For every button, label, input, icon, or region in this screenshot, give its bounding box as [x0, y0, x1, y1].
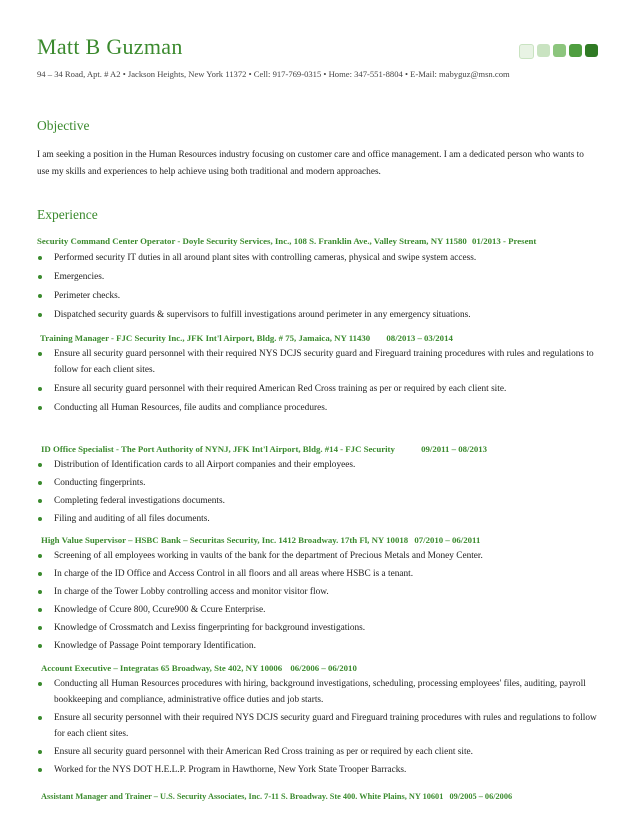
job-dates: 01/2013 - Present	[472, 236, 537, 246]
list-item: Ensure all security personnel with their required NYS DCJS security guard and Fireguard training procedures with rules and regulations to follow for each client sites.	[37, 710, 597, 742]
list-item: Worked for the NYS DOT H.E.L.P. Program in Hawthorne, New York State Trooper Barracks.	[37, 762, 597, 778]
list-item: Conducting fingerprints.	[37, 475, 597, 491]
list-item: Knowledge of Ccure 800, Ccure900 & Ccure Enterprise.	[37, 602, 597, 618]
job-title	[41, 535, 480, 545]
list-item: In charge of the Tower Lobby controlling access and monitor visitor flow.	[37, 584, 597, 600]
objective-heading: Objective	[37, 118, 90, 133]
list-item: Dispatched security guards & supervisors to fulfill investigations around perimeter in any emergency situations.	[37, 307, 597, 323]
job-title	[41, 444, 487, 454]
job-title	[41, 663, 357, 673]
square-4	[569, 44, 582, 57]
list-item: Knowledge of Passage Point temporary Identification.	[37, 638, 597, 654]
job-title	[37, 236, 536, 246]
job-bullets	[37, 346, 597, 419]
list-item: Ensure all security guard personnel with their required American Red Cross training as per or required by each client site.	[37, 381, 597, 397]
experience-heading: Experience	[37, 207, 98, 222]
objective-text: I am seeking a position in the Human Resources industry focusing on customer care and office management. I am a dedicated person who wants to use my skills and experiences to help achieve using both traditional and modern approaches.	[37, 150, 584, 177]
list-item: Performed security IT duties in all around plant sites with controlling cameras, physical and swipe system access.	[37, 250, 597, 266]
job-bullets	[37, 250, 597, 326]
job-title-text: Assistant Manager and Trainer – U.S. Security Associates, Inc. 7-11 S. Broadway. Ste 400. White Plains, NY 10601	[41, 792, 444, 801]
list-item: Conducting all Human Resources procedures with hiring, background investigations, scheduling, processing employees' files, auditing, payroll bookkeeping and compliance, administrative office duties and job starts.	[37, 676, 597, 708]
job-dates: 09/2011 – 08/2013	[421, 444, 488, 454]
list-item: Ensure all security guard personnel with their required NYS DCJS security guard and Fireguard training procedures with rules and regulations to follow for each client sites.	[37, 346, 597, 378]
list-item: Knowledge of Crossmatch and Lexiss fingerprinting for background investigations.	[37, 620, 597, 636]
square-1	[519, 44, 534, 59]
list-item: Filing and auditing of all files documents.	[37, 511, 597, 527]
list-item: In charge of the ID Office and Access Control in all floors and all areas where HSBC is a tenant.	[37, 566, 597, 582]
list-item: Emergencies.	[37, 269, 597, 285]
list-item: Perimeter checks.	[37, 288, 597, 304]
square-3	[553, 44, 566, 57]
list-item: Conducting all Human Resources, file audits and compliance procedures.	[37, 400, 597, 416]
job-dates: 06/2006 – 06/2010	[290, 663, 357, 673]
square-2	[537, 44, 550, 57]
job-title-text: Account Executive – Integratas 65 Broadway, Ste 402, NY 10006	[41, 663, 283, 673]
job-title-text: ID Office Specialist - The Port Authority of NYNJ, JFK Int'l Airport, Bldg. #14 - FJC Security	[41, 444, 395, 454]
job-dates: 07/2010 – 06/2011	[414, 535, 481, 545]
contact-line: 94 – 34 Road, Apt. # A2 • Jackson Heights, New York 11372 • Cell: 917-769-0315 • Home: 347-551-8804 • E-Mail: mabyguz@msn.com	[37, 69, 510, 79]
job-dates: 08/2013 – 03/2014	[386, 333, 453, 343]
job-bullets	[37, 457, 597, 529]
job-bullets	[37, 548, 597, 656]
list-item: Completing federal investigations documents.	[37, 493, 597, 509]
decorative-squares	[519, 44, 598, 59]
job-title	[41, 792, 512, 801]
job-title-text: Training Manager - FJC Security Inc., JFK Int'l Airport, Bldg. # 75, Jamaica, NY 11430	[40, 333, 371, 343]
list-item: Distribution of Identification cards to all Airport companies and their employees.	[37, 457, 597, 473]
job-title	[40, 333, 453, 343]
job-title-text: Security Command Center Operator - Doyle Security Services, Inc., 108 S. Franklin Ave., Valley Stream, NY 11580	[37, 236, 467, 246]
job-bullets	[37, 676, 597, 780]
candidate-name: Matt B Guzman	[37, 34, 183, 59]
job-dates: 09/2005 – 06/2006	[449, 792, 513, 801]
list-item: Screening of all employees working in vaults of the bank for the department of Precious Metals and Money Center.	[37, 548, 597, 564]
job-title-text: High Value Supervisor – HSBC Bank – Securitas Security, Inc. 1412 Broadway. 17th Fl, NY 10018	[41, 535, 409, 545]
list-item: Ensure all security guard personnel with their American Red Cross training as per or required by each client site.	[37, 744, 597, 760]
square-5	[585, 44, 598, 57]
